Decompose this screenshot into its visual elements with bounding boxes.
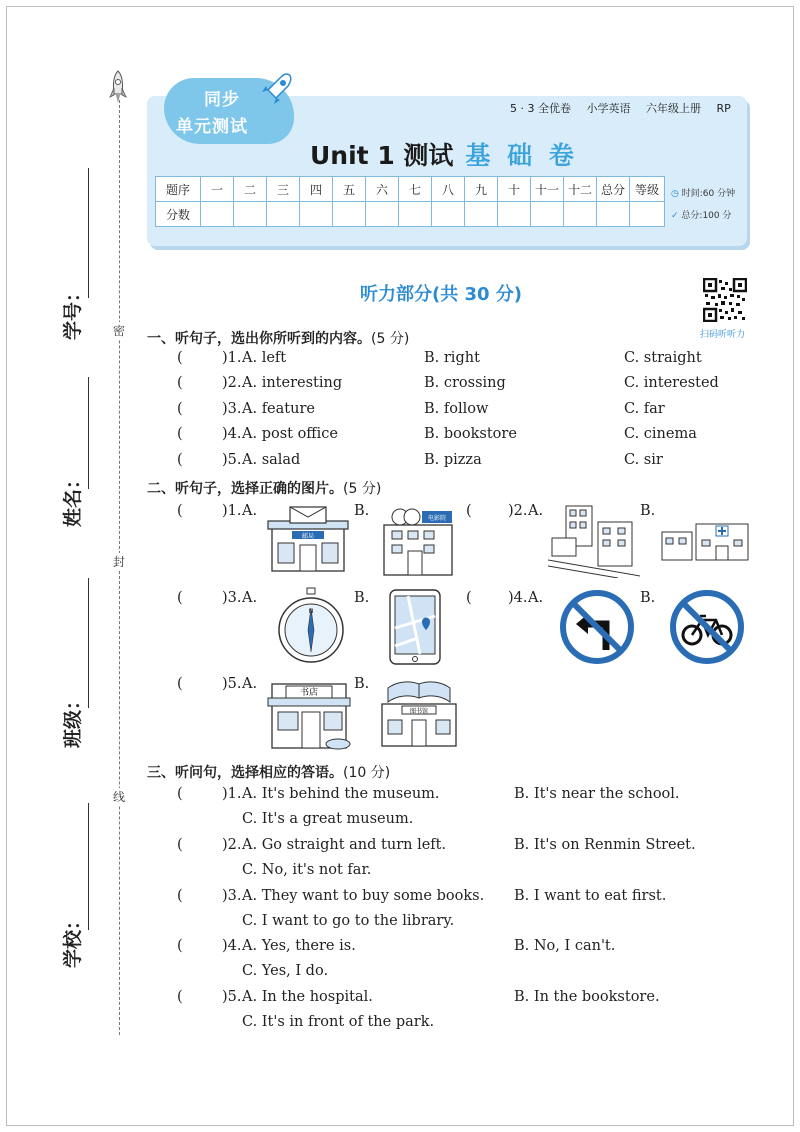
answer-blank[interactable]: ( [177, 350, 211, 366]
question-number: )4. [222, 426, 242, 442]
bookstore-sign: 书店 [299, 688, 319, 698]
test-title [310, 136, 578, 172]
seal-char-feng: 封 [112, 555, 125, 569]
option-b: B. In the bookstore. [514, 989, 660, 1005]
qr-code-icon[interactable] [703, 278, 747, 322]
option-a-label: A. [528, 590, 544, 606]
part2-heading-text: 二、听句子，选择正确的图片。 [147, 481, 343, 497]
option-a: A. Go straight and turn left. [242, 837, 447, 853]
sync-unit-test-badge [164, 78, 294, 144]
question-number: )2. [222, 375, 242, 391]
option-c: C. straight [624, 350, 702, 366]
total-info [671, 208, 732, 221]
option-a: A. salad [242, 452, 301, 468]
part1-heading-text: 一、听句子，选出你所听到的内容。 [147, 331, 371, 347]
option-b-label: B. [640, 503, 656, 519]
score-input[interactable] [267, 202, 300, 227]
check-icon: ✓ [671, 211, 679, 221]
option-b: B. It's near the school. [514, 786, 680, 802]
part3-score: (10 分) [343, 765, 391, 781]
option-b: B. I want to eat first. [514, 888, 667, 904]
name-label: 姓名： [62, 469, 84, 527]
listening-section-title: 听力部分(共 30 分) [360, 284, 523, 305]
answer-blank[interactable]: ( [177, 938, 211, 954]
option-a: A. It's behind the museum. [242, 786, 440, 802]
option-b-label: B. [640, 590, 656, 606]
option-c: C. It's a great museum. [242, 811, 414, 827]
answer-blank[interactable]: ( [177, 888, 211, 904]
answer-blank[interactable]: ( [177, 426, 211, 442]
question-number: )5. [222, 676, 242, 692]
buildings-street-image[interactable] [548, 502, 640, 578]
no-left-turn-sign-image[interactable] [560, 590, 634, 664]
option-c: C. I want to go to the library. [242, 913, 455, 929]
score-cell: 五 [333, 177, 366, 202]
hospital-image[interactable] [660, 520, 752, 562]
score-input[interactable] [564, 202, 597, 227]
part3-heading-text: 三、听问句，选择相应的答语。 [147, 765, 343, 781]
question-number: )2. [508, 503, 528, 519]
class-line [88, 578, 89, 708]
score-cell: 六 [366, 177, 399, 202]
option-b: B. follow [424, 401, 489, 417]
question-number: )4. [508, 590, 528, 606]
score-input[interactable] [399, 202, 432, 227]
answer-blank[interactable]: ( [177, 590, 211, 606]
score-cell: 等级 [630, 177, 665, 202]
badge-rocket-icon [256, 70, 296, 110]
option-a-label: A. [528, 503, 544, 519]
score-input[interactable] [333, 202, 366, 227]
question-number: )3. [222, 590, 242, 606]
score-cell: 十二 [564, 177, 597, 202]
option-a: A. They want to buy some books. [242, 888, 485, 904]
score-cell: 十一 [531, 177, 564, 202]
option-c: C. It's in front of the park. [242, 1014, 435, 1030]
answer-blank[interactable]: ( [177, 786, 211, 802]
school-label: 学校： [62, 910, 84, 968]
score-table-header-row [156, 177, 665, 202]
answer-blank[interactable]: ( [177, 989, 211, 1005]
option-c: C. No, it's not far. [242, 862, 372, 878]
score-cell: 八 [432, 177, 465, 202]
svg-text:N: N [308, 608, 314, 615]
part2-heading [147, 478, 381, 498]
qr-caption: 扫码听听力 [700, 330, 746, 340]
title-sub: 基 础 卷 [465, 141, 578, 170]
option-a: A. In the hospital. [242, 989, 373, 1005]
score-cell: 总分 [597, 177, 630, 202]
option-b: B. bookstore [424, 426, 517, 442]
compass-image[interactable] [278, 586, 344, 666]
class-label: 班级： [62, 690, 84, 748]
option-b: B. crossing [424, 375, 506, 391]
score-table [155, 176, 665, 227]
student-id-label: 学号： [62, 282, 84, 340]
option-c: C. far [624, 401, 665, 417]
question-number: )2. [222, 837, 242, 853]
score-input[interactable] [465, 202, 498, 227]
part3-heading [147, 762, 390, 782]
bookstore-image[interactable] [264, 680, 354, 750]
answer-blank[interactable]: ( [177, 401, 211, 417]
option-b-label: B. [354, 503, 370, 519]
option-b: B. It's on Renmin Street. [514, 837, 696, 853]
seal-char-xian: 线 [112, 790, 125, 804]
name-line [88, 377, 89, 489]
title-main: Unit 1 测试 [310, 141, 454, 170]
no-bicycle-sign-image[interactable] [670, 590, 744, 664]
answer-blank[interactable]: ( [466, 590, 500, 606]
question-number: )5. [222, 452, 242, 468]
option-a: A. Yes, there is. [242, 938, 356, 954]
question-number: )5. [222, 989, 242, 1005]
option-a: A. post office [242, 426, 338, 442]
badge-line1: 同步 [204, 90, 240, 110]
option-c: C. sir [624, 452, 663, 468]
option-b-label: B. [354, 590, 370, 606]
option-a-label: A. [242, 676, 258, 692]
score-cell: 三 [267, 177, 300, 202]
option-a-label: A. [242, 503, 258, 519]
question-number: )4. [222, 938, 242, 954]
series-subject: 小学英语 [586, 102, 631, 115]
question-number: )1. [222, 503, 242, 519]
part2-score: (5 分) [343, 481, 382, 497]
question-number: )1. [222, 786, 242, 802]
answer-blank[interactable]: ( [466, 503, 500, 519]
time-text: 时间:60 分钟 [681, 189, 736, 199]
score-table-input-row [156, 202, 665, 227]
option-c: C. Yes, I do. [242, 963, 329, 979]
score-input[interactable] [498, 202, 531, 227]
score-input[interactable] [234, 202, 267, 227]
series-info [510, 100, 743, 116]
score-cell: 二 [234, 177, 267, 202]
option-a: A. interesting [242, 375, 343, 391]
score-cell: 一 [201, 177, 234, 202]
score-row-label: 分数 [156, 202, 201, 227]
option-a-label: A. [242, 590, 258, 606]
answer-blank[interactable]: ( [177, 676, 211, 692]
option-b-label: B. [354, 676, 370, 692]
answer-blank[interactable]: ( [177, 375, 211, 391]
map-phone-image[interactable] [388, 588, 442, 666]
option-b: B. right [424, 350, 480, 366]
option-c: C. interested [624, 375, 719, 391]
score-input[interactable] [300, 202, 333, 227]
score-cell: 题序 [156, 177, 201, 202]
question-number: )3. [222, 888, 242, 904]
question-number: )1. [222, 350, 242, 366]
series-edition: RP [716, 102, 731, 115]
option-b: B. No, I can't. [514, 938, 616, 954]
badge-line2: 单元测试 [176, 117, 248, 137]
series-brand: 5 · 3 全优卷 [510, 102, 571, 115]
cinema-image[interactable] [378, 505, 458, 577]
part1-heading [147, 328, 409, 348]
option-a: A. feature [242, 401, 315, 417]
option-b: B. pizza [424, 452, 482, 468]
question-number: )3. [222, 401, 242, 417]
score-input[interactable] [366, 202, 399, 227]
rocket-icon [108, 70, 128, 106]
series-grade: 六年级上册 [645, 102, 701, 115]
clock-icon: ◷ [671, 189, 679, 199]
score-input[interactable] [597, 202, 630, 227]
score-cell: 九 [465, 177, 498, 202]
answer-blank[interactable]: ( [177, 503, 211, 519]
score-input[interactable] [432, 202, 465, 227]
seal-char-mi: 密 [112, 324, 125, 338]
score-cell: 十 [498, 177, 531, 202]
post-office-image[interactable] [262, 505, 352, 577]
cinema-sign: 电影院 [427, 515, 447, 522]
option-a: A. left [242, 350, 287, 366]
score-input[interactable] [201, 202, 234, 227]
part1-score: (5 分) [371, 331, 410, 347]
library-sign: 图书馆 [409, 708, 429, 715]
post-office-sign: 邮局 [301, 533, 315, 540]
library-image[interactable] [374, 680, 464, 748]
score-cell: 七 [399, 177, 432, 202]
answer-blank[interactable]: ( [177, 452, 211, 468]
option-c: C. cinema [624, 426, 697, 442]
score-cell: 四 [300, 177, 333, 202]
score-input[interactable] [630, 202, 665, 227]
total-text: 总分:100 分 [681, 211, 732, 221]
student-id-line [88, 168, 89, 298]
school-line [88, 803, 89, 930]
time-info [671, 186, 735, 199]
answer-blank[interactable]: ( [177, 837, 211, 853]
score-input[interactable] [531, 202, 564, 227]
